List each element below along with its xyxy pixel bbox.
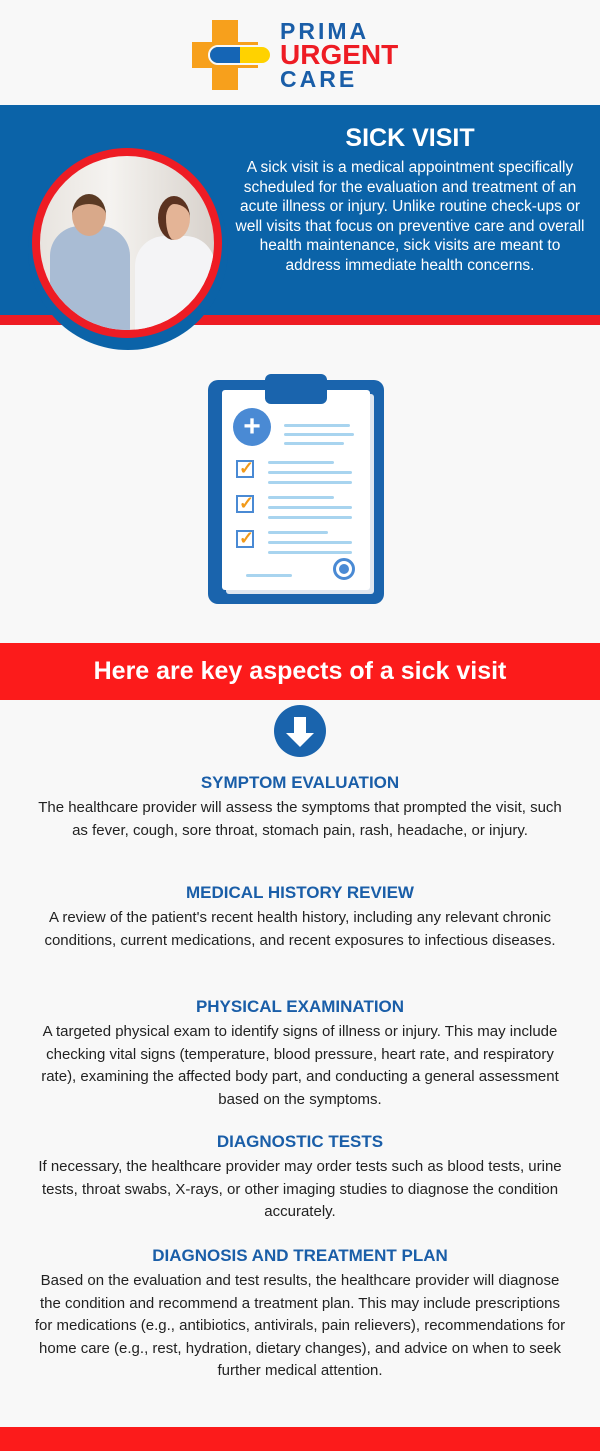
arrow-down-icon [274,705,326,757]
checkbox-icon: ✓ [236,530,254,548]
section-symptom-evaluation [30,773,570,842]
checkbox-icon: ✓ [236,460,254,478]
section-text: A targeted physical exam to identify signs of illness or injury. This may include checking vital signs (temperature, blood pressure, heart rate, and respiratory rate), examining the affected body part, and conducting a general assessment based on the symptoms. [41,1023,559,1108]
section-heading: MEDICAL HISTORY REVIEW [186,883,414,902]
section-heading: SYMPTOM EVALUATION [200,773,400,792]
section-text: Based on the evaluation and test results, the healthcare provider will diagnose the condition and recommend a treatment plan. This may include prescriptions for medications (e.g., antibiotics, antivirals, pain relievers), recommendations for home care (e.g., rest, hydration, dietary changes), and advice on when to seek further medical attention. [34,1272,566,1379]
section-heading: DIAGNOSIS AND TREATMENT PLAN [152,1246,448,1265]
hero-text: A sick visit is a medical appointment specifically scheduled for the evaluation and treatment of an acute illness or injury. Unlike routine check-ups or well visits that focus on preventive care and overall health maintenance, sick visits are meant to address immediate health concerns. [235,159,585,274]
checkbox-icon: ✓ [236,495,254,513]
section-heading: DIAGNOSTIC TESTS [216,1132,384,1151]
section-text: The healthcare provider will assess the symptoms that prompted the visit, such as fever, cough, sore throat, stomach pain, rash, headache, or injury. [38,799,562,839]
logo-line1: PRIMA [280,18,370,44]
section-text: A review of the patient's recent health history, including any relevant chronic conditions, current medications, and recent exposures to infectious diseases. [44,909,556,949]
section-heading: PHYSICAL EXAMINATION [195,997,405,1016]
logo-text [280,20,398,90]
section-diagnostic-tests [30,1132,570,1224]
logo [192,20,412,95]
pill-icon [208,45,272,65]
logo-line3: CARE [280,66,358,92]
section-text: If necessary, the healthcare provider may order tests such as blood tests, urine tests, throat swabs, X-rays, or other imaging studies to diagnose the condition accurately. [38,1158,562,1220]
medical-plus-icon: + [233,408,271,446]
key-aspects-banner: Here are key aspects of a sick visit [0,643,600,700]
footer-band [0,1427,600,1451]
hero-title: SICK VISIT [345,124,475,152]
section-medical-history [30,883,570,952]
section-physical-examination [30,997,570,1111]
logo-line2: URGENT [280,39,399,70]
seal-icon [333,558,355,580]
doctor-patient-photo [40,156,214,330]
section-diagnosis-treatment [30,1246,570,1383]
